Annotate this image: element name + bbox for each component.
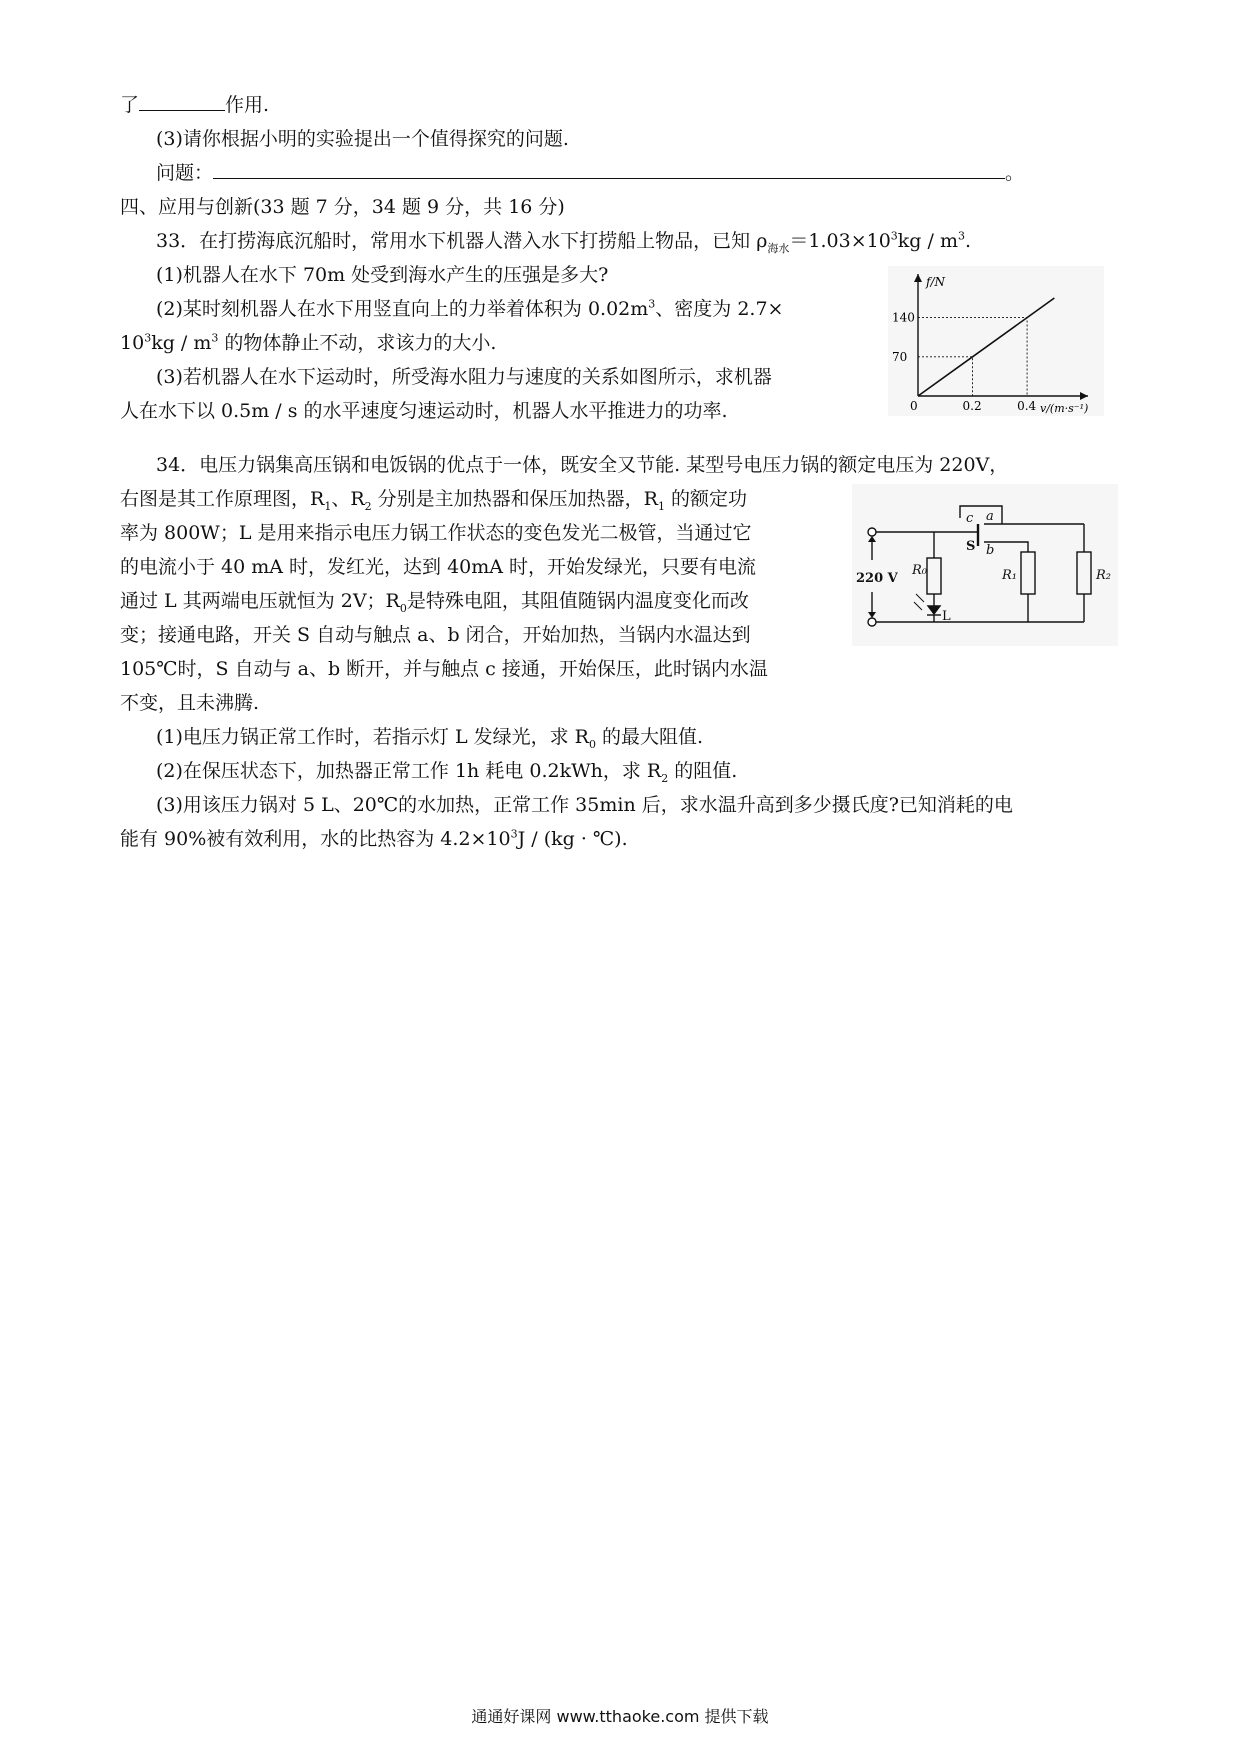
q33-intro <box>156 228 971 254</box>
chart-svg <box>888 266 1104 416</box>
voltage-label: 220 V <box>856 571 898 586</box>
footer-source: 通通好课网 www.tthaoke.com 提供下载 <box>471 1707 769 1726</box>
circuit-svg <box>852 484 1118 646</box>
q34-line4: 的电流小于 40 mA 时，发红光，达到 40mA 时，开始发绿光，只要有电流 <box>120 556 757 578</box>
q34-line8: 不变，且未沸腾. <box>120 692 260 714</box>
switch-label: S <box>966 539 976 554</box>
pressure-cooker-circuit <box>852 484 1118 646</box>
q34-p2-b: 的阻值. <box>668 760 738 782</box>
q34-part1 <box>156 724 703 750</box>
q34-l5-a: 通过 L 其两端电压就恒为 2V；R <box>120 590 400 612</box>
q33-p2-c-mid: kg / m <box>151 332 212 354</box>
q34-line3: 率为 800W；L 是用来指示电压力锅工作状态的变色发光二极管，当通过它 <box>120 522 752 544</box>
q33-p2-b: 、密度为 2.7× <box>655 298 784 320</box>
r2-label: R₂ <box>1096 568 1111 583</box>
q34-p1-s: 0 <box>588 737 596 751</box>
q34-line1: 34．电压力锅集高压锅和电饭锅的优点于一体，既安全又节能. 某型号电压力锅的额定电压为 220V， <box>156 454 1009 476</box>
q34-l2-a: 右图是其工作原理图，R <box>120 488 325 510</box>
q34-part3-b <box>120 826 628 852</box>
q33-part3-a: (3)若机器人在水下运动时，所受海水阻力与速度的关系如图所示，求机器 <box>156 366 772 388</box>
contact-c-label: c <box>966 511 974 526</box>
terminal-bottom <box>868 618 876 626</box>
q33-intro-c: kg / m <box>897 230 958 252</box>
q33-part1: (1)机器人在水下 70m 处受到海水产生的压强是多大? <box>156 264 609 286</box>
terminal-top <box>868 528 876 536</box>
question-end: 。 <box>1005 162 1025 184</box>
q34-p3b-post: J / (kg · ℃). <box>517 828 628 850</box>
question-blank[interactable] <box>213 160 1005 179</box>
answer-blank[interactable] <box>139 92 225 111</box>
led-label: L <box>942 609 951 624</box>
q33-part3-b: 人在水下以 0.5m / s 的水平速度匀速运动时，机器人水平推进力的功率. <box>120 400 728 422</box>
q34-part3-a: (3)用该压力锅对 5 L、20℃的水加热，正常工作 35min 后，求水温升高到多少摄氏度?已知消耗的电 <box>156 794 1013 816</box>
q34-line2 <box>120 486 747 512</box>
q33-p2-a: (2)某时刻机器人在水下用竖直向上的力举着体积为 0.02m <box>156 298 649 320</box>
q33-intro-b: ＝1.03×10 <box>789 230 891 252</box>
r0-label: R₀ <box>912 563 927 578</box>
q33-intro-a: 33．在打捞海底沉船时，常用水下机器人潜入水下打捞船上物品，已知 ρ <box>156 230 768 252</box>
q34-part2 <box>156 758 737 784</box>
section-heading: 四、应用与创新(33 题 7 分，34 题 9 分，共 16 分) <box>120 196 565 218</box>
q34-l2-s3: 1 <box>657 499 665 513</box>
q33-p2-sup: 3 <box>648 297 656 311</box>
x-tick-label: 0.4 <box>1017 399 1037 413</box>
q33-part2-b <box>120 330 496 356</box>
x-tick-label: 0.2 <box>962 399 982 413</box>
q33-p2-c-post: 的物体静止不动，求该力的大小. <box>218 332 497 354</box>
q33-intro-sub: 海水 <box>767 241 790 255</box>
q34-l5-b: 是特殊电阻，其阻值随锅内温度变化而改 <box>406 590 749 612</box>
q34-p1-a: (1)电压力锅正常工作时，若指示灯 L 发绿光，求 R <box>156 726 589 748</box>
y-tick-label: 140 <box>892 310 915 325</box>
q34-l2-s1: 1 <box>324 499 332 513</box>
prev-text-pre: 了 <box>120 94 140 116</box>
q33-intro-sup2: 3 <box>957 229 965 243</box>
q34-line7: 105℃时，S 自动与 a、b 断开，并与触点 c 接通，开始保压，此时锅内水温 <box>120 658 768 680</box>
q34-l2-b: 、R <box>331 488 365 510</box>
prev-text-post: 作用. <box>225 94 270 116</box>
x-tick-label: 0 <box>910 399 918 413</box>
r1-label: R₁ <box>1002 568 1017 583</box>
q33-p2-c-sup2: 3 <box>211 331 219 345</box>
q34-l2-c: 分别是主加热器和保压加热器，R <box>371 488 658 510</box>
q34-line6: 变；接通电路，开关 S 自动与触点 a、b 闭合，开始加热，当锅内水温达到 <box>120 624 751 646</box>
q33-intro-end: . <box>964 230 972 252</box>
q34-p3b-pre: 能有 90%被有效利用，水的比热容为 4.2×10 <box>120 828 511 850</box>
prev-question-line <box>156 160 1024 186</box>
question-label: 问题： <box>156 162 214 184</box>
q34-p3b-sup: 3 <box>510 827 518 841</box>
contact-b-label: b <box>986 543 995 558</box>
q34-l5-s: 0 <box>399 601 407 615</box>
q34-p2-s: 2 <box>661 771 669 785</box>
contact-a-label: a <box>986 509 994 524</box>
q33-part2-a <box>156 296 783 322</box>
prev-item3: (3)请你根据小明的实验提出一个值得探究的问题. <box>156 128 569 150</box>
q33-intro-sup: 3 <box>890 229 898 243</box>
y-tick-label: 70 <box>892 349 908 364</box>
chart-ylabel: f/N <box>926 275 945 289</box>
q33-p2-c-sup: 3 <box>144 331 152 345</box>
chart-xlabel: v/(m·s⁻¹) <box>1040 402 1089 415</box>
q34-line5 <box>120 588 749 614</box>
q33-p2-c-pre: 10 <box>120 332 145 354</box>
q34-p1-b: 的最大阻值. <box>595 726 704 748</box>
q34-l2-d: 的额定功 <box>664 488 748 510</box>
q34-p2-a: (2)在保压状态下，加热器正常工作 1h 耗电 0.2kWh，求 R <box>156 760 662 782</box>
prev-fill-line <box>120 92 269 118</box>
q34-l2-s2: 2 <box>364 499 372 513</box>
resistance-speed-chart <box>888 266 1104 416</box>
